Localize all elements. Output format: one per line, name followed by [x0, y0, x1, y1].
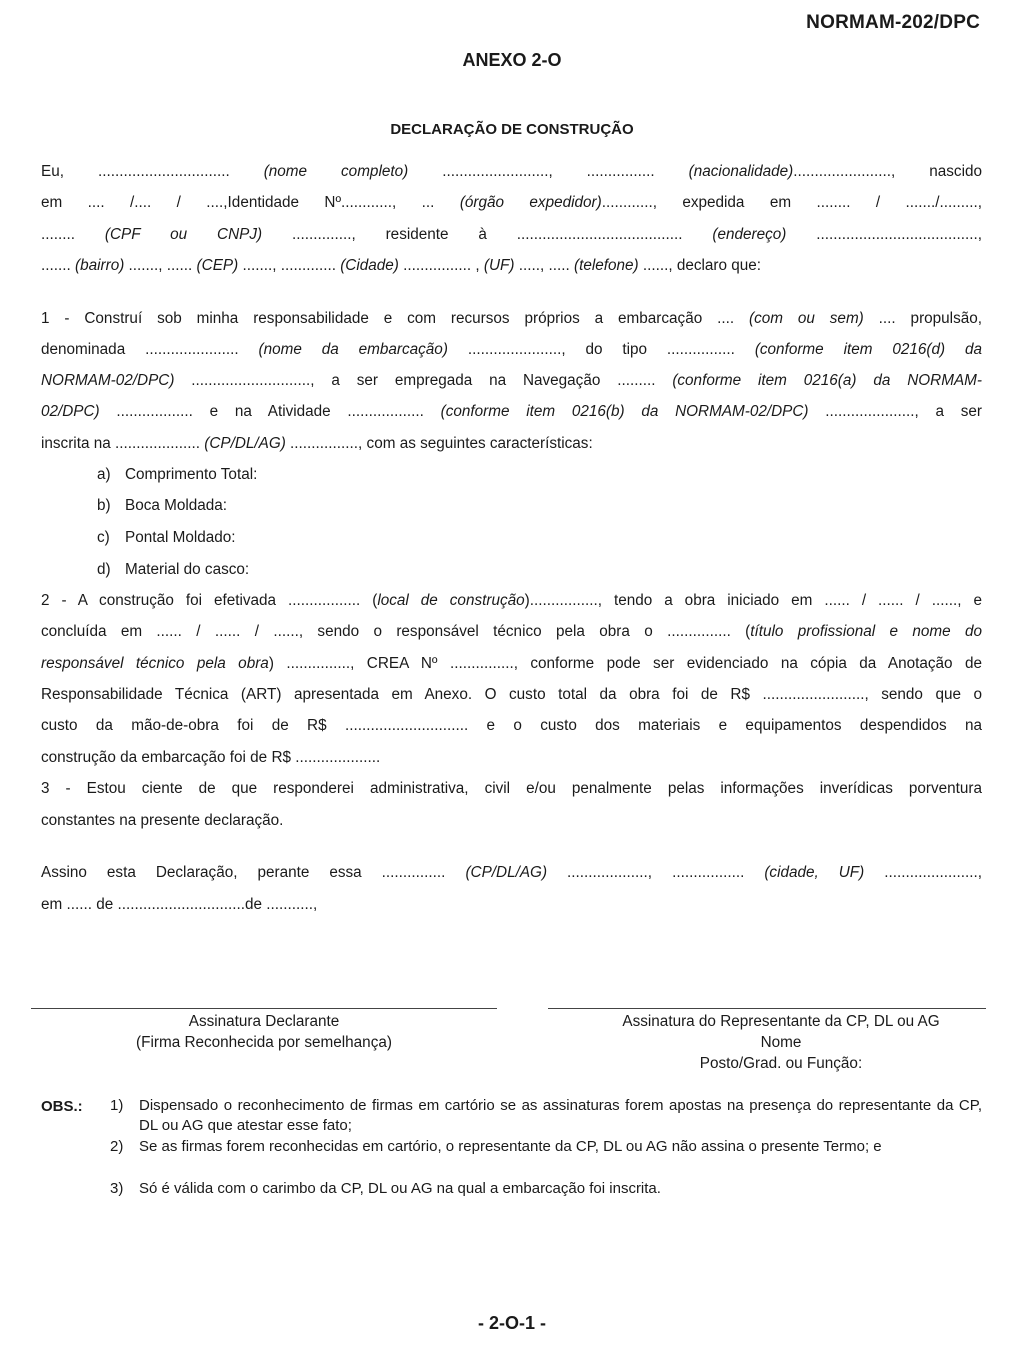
- placeholder-hint: local de construção: [377, 592, 525, 609]
- placeholder-hint: (UF): [483, 257, 515, 274]
- text-run: .......: [41, 257, 75, 274]
- text-run: ........: [41, 226, 105, 243]
- text-run: .................. e na Atividade ..................: [99, 403, 441, 420]
- placeholder-hint: (CPF ou CNPJ): [104, 226, 263, 243]
- text-run: ..................., .................: [547, 864, 765, 881]
- text-run: ................ ,: [398, 257, 484, 274]
- item1-line: [41, 340, 982, 360]
- placeholder-hint: (bairro): [75, 257, 125, 274]
- text-run: .... propulsão,: [863, 310, 982, 327]
- characteristic-item: [97, 560, 249, 580]
- placeholder-hint: (CEP): [196, 257, 239, 274]
- signature-block-declarant: [31, 1011, 497, 1053]
- signature-declarant-title: Assinatura Declarante: [188, 1013, 340, 1030]
- characteristic-label: c): [97, 529, 110, 546]
- placeholder-hint: (nome da embarcação): [258, 341, 448, 358]
- text-run: .............., residente à .......................................: [262, 226, 713, 243]
- text-run: 2 - A construção foi efetivada ................. (: [41, 592, 378, 609]
- text-run: constantes na presente declaração.: [41, 812, 284, 829]
- signature-block-representative: [548, 1011, 1014, 1074]
- text-run: ............................, a ser empregada na Navegação .........: [174, 372, 673, 389]
- text-run: 1 - Construí sob minha responsabilidade e com recursos próprios a embarcação ....: [41, 310, 749, 327]
- obs-number: 2): [110, 1138, 124, 1155]
- signature-line-representative: [548, 1008, 986, 1009]
- obs-note: Se as firmas forem reconhecidas em cartório, o representante da CP, DL ou AG não assina o presente Termo; e: [139, 1138, 882, 1155]
- signature-declarant-note: (Firma Reconhecida por semelhança): [136, 1034, 392, 1051]
- text-run: ......................., nascido: [793, 163, 982, 180]
- characteristic-text: Boca Moldada:: [125, 497, 228, 514]
- text-run: ......................,: [864, 864, 983, 881]
- signature-line-declarant: [31, 1008, 497, 1009]
- characteristic-label: d): [97, 561, 111, 578]
- placeholder-hint: (cidade, UF): [764, 864, 865, 881]
- text-run: ............, expedida em ........ / ......./.........,: [601, 194, 982, 211]
- intro-line: [41, 256, 982, 276]
- obs-number: 3): [110, 1180, 124, 1197]
- placeholder-hint: NORMAM-02/DPC): [41, 372, 175, 389]
- text-run: ) ..............., CREA Nº ..............., conforme pode ser evidenciado na cópia da Anotação de: [268, 655, 982, 672]
- characteristic-item: [97, 465, 257, 485]
- placeholder-hint: (nacionalidade): [688, 163, 794, 180]
- obs-note: Só é válida com o carimbo da CP, DL ou AG na qual a embarcação foi inscrita.: [139, 1180, 661, 1197]
- placeholder-hint: (conforme item 0216(a) da NORMAM-: [672, 372, 982, 389]
- text-run: denominada ......................: [41, 341, 259, 358]
- text-run: custo da mão-de-obra foi de R$ ............................. e o custo dos materiais e equipamentos despendidos na: [41, 717, 982, 734]
- item2-line: [41, 591, 982, 611]
- item2-line: [41, 622, 982, 642]
- characteristic-label: b): [97, 497, 111, 514]
- text-run: Eu, ...............................: [41, 163, 264, 180]
- characteristic-text: Material do casco:: [125, 561, 250, 578]
- item1-line: [41, 371, 982, 391]
- placeholder-hint: título profissional e nome do: [750, 623, 982, 640]
- placeholder-hint: (Cidade): [340, 257, 399, 274]
- text-run: ....., .....: [514, 257, 574, 274]
- text-run: concluída em ...... / ...... / ......, sendo o responsável técnico pela obra o ............... (: [41, 623, 751, 640]
- signature-representative-name: Nome: [760, 1034, 802, 1051]
- text-run: ........................., ................: [408, 163, 689, 180]
- obs-label: OBS.:: [41, 1098, 83, 1115]
- text-run: em ...... de ..............................de ...........,: [41, 896, 318, 913]
- placeholder-hint: (endereço): [712, 226, 787, 243]
- text-run: Responsabilidade Técnica (ART) apresentada em Anexo. O custo total da obra foi de R$ ........................, sendo que o: [41, 686, 982, 703]
- obs-note: Dispensado o reconhecimento de firmas em cartório se as assinaturas forem apostas na presença do representante da CP, DL ou AG que atestar esse fato;: [139, 1097, 982, 1134]
- placeholder-hint: (com ou sem): [749, 310, 864, 327]
- text-run: ................, com as seguintes características:: [285, 435, 593, 452]
- placeholder-hint: (órgão expedidor): [459, 194, 602, 211]
- text-run: ......................................,: [786, 226, 983, 243]
- annex-title: ANEXO 2-O: [462, 50, 562, 70]
- page-number: - 2-O-1 -: [477, 1313, 546, 1333]
- intro-line: [41, 193, 982, 213]
- text-run: ......................, do tipo ................: [447, 341, 755, 358]
- placeholder-hint: (telefone): [573, 257, 639, 274]
- item3-line: [41, 811, 982, 831]
- item2-line: [41, 654, 982, 674]
- placeholder-hint: (CP/DL/AG): [465, 864, 548, 881]
- text-run: ......, declaro que:: [638, 257, 762, 274]
- item1-line: [41, 434, 982, 454]
- signing-line: [41, 895, 982, 915]
- intro-line: [41, 162, 982, 182]
- characteristic-text: Comprimento Total:: [125, 466, 258, 483]
- text-run: )................, tendo a obra iniciado em ...... / ...... / ......, e: [524, 592, 982, 609]
- item2-line: [41, 748, 982, 768]
- text-run: em .... /.... / ....,Identidade Nº............, ...: [41, 194, 460, 211]
- characteristic-label: a): [97, 466, 111, 483]
- placeholder-hint: (CP/DL/AG): [204, 435, 286, 452]
- signature-representative-rank: Posto/Grad. ou Função:: [699, 1055, 863, 1072]
- item1-line: [41, 309, 982, 329]
- intro-line: [41, 225, 982, 245]
- characteristic-item: [97, 496, 227, 516]
- placeholder-hint: (conforme item 0216(d) da: [754, 341, 982, 358]
- text-run: ......., .............: [238, 257, 341, 274]
- norm-code: NORMAM-202/DPC: [806, 12, 980, 33]
- item2-line: [41, 716, 982, 736]
- placeholder-hint: responsável técnico pela obra: [41, 655, 269, 672]
- signature-representative-title: Assinatura do Representante da CP, DL ou AG: [622, 1013, 940, 1030]
- document-title: DECLARAÇÃO DE CONSTRUÇÃO: [390, 121, 634, 138]
- item3-line: [41, 779, 982, 799]
- placeholder-hint: 02/DPC): [41, 403, 100, 420]
- characteristic-text: Pontal Moldado:: [125, 529, 236, 546]
- placeholder-hint: (nome completo): [263, 163, 409, 180]
- text-run: inscrita na ....................: [41, 435, 205, 452]
- signing-line: [41, 863, 982, 883]
- text-run: construção da embarcação foi de R$ ....................: [41, 749, 381, 766]
- item2-line: [41, 685, 982, 705]
- item1-line: [41, 402, 982, 422]
- obs-number: 1): [110, 1097, 124, 1114]
- characteristic-item: [97, 528, 236, 548]
- text-run: 3 - Estou ciente de que responderei administrativa, civil e/ou penalmente pelas informações inverídicas porventura: [41, 780, 982, 797]
- text-run: ....................., a ser: [808, 403, 982, 420]
- placeholder-hint: (conforme item 0216(b) da NORMAM-02/DPC): [440, 403, 809, 420]
- text-run: Assino esta Declaração, perante essa ...............: [41, 864, 466, 881]
- text-run: ......., ......: [124, 257, 197, 274]
